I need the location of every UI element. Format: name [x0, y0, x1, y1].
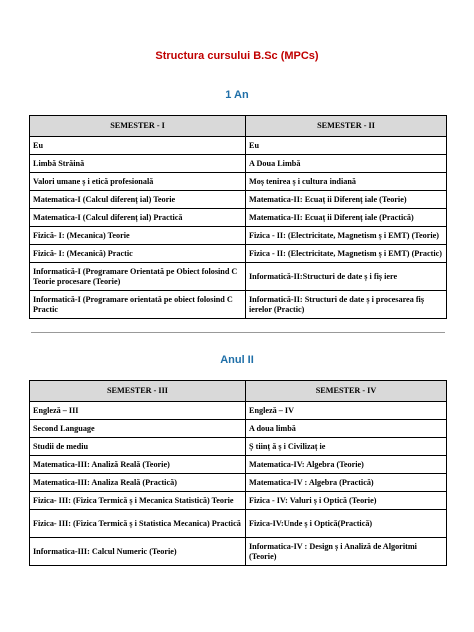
table-cell: Fizica- III: (Fizica Termică ș i Statistica Mecanica) Practică: [30, 510, 246, 538]
table-row: [30, 173, 447, 191]
table-header-row: [30, 116, 447, 137]
table-row: [30, 438, 447, 456]
table-row: [30, 191, 447, 209]
table-cell: Eu: [246, 137, 447, 155]
table-cell: Fizica - II: (Electricitate, Magnetism ș i EMT) (Teorie): [246, 227, 447, 245]
table-cell: Informatică-II: Structuri de date ș i procesarea fiș ierelor (Practic): [246, 291, 447, 319]
table-row: [30, 291, 447, 319]
table-row: [30, 456, 447, 474]
table-header-row: [30, 381, 447, 402]
table-cell: A Doua Limbă: [246, 155, 447, 173]
table-cell: Matematica-IV: Algebra (Teorie): [246, 456, 447, 474]
table-row: [30, 227, 447, 245]
table-cell: Matematica-II: Ecuaț ii Diferenț iale (Teorie): [246, 191, 447, 209]
year1-heading: 1 An: [225, 89, 249, 101]
table-cell: Fizica- III: (Fizica Termică ș i Mecanica Statistică) Teorie: [30, 492, 246, 510]
table-cell: Matematica-III: Analiza Reală (Practică): [30, 474, 246, 492]
year2-table: [29, 380, 447, 566]
table-row: [30, 402, 447, 420]
table-cell: Fizică- I: (Mecanica) Teorie: [30, 227, 246, 245]
table-cell: Ș tiinț ă ș i Civilizaț ie: [246, 438, 447, 456]
table-cell: Matematica-IV : Algebra (Practică): [246, 474, 447, 492]
table-cell: Informatică-I (Programare orientată pe obiect folosind C Practic: [30, 291, 246, 319]
table-cell: Engleză – III: [30, 402, 246, 420]
semester-4-header: SEMESTER - IV: [246, 381, 447, 402]
table-cell: Second Language: [30, 420, 246, 438]
table-cell: Moș tenirea ș i cultura indiană: [246, 173, 447, 191]
table-row: [30, 137, 447, 155]
semester-3-header: SEMESTER - III: [30, 381, 246, 402]
table-cell: Engleză – IV: [246, 402, 447, 420]
document-title: Structura cursului B.Sc (MPCs): [155, 50, 319, 62]
table-row: [30, 263, 447, 291]
table-cell: Matematica-I (Calcul diferenț ial) Practică: [30, 209, 246, 227]
table-cell: Matematica-I (Calcul diferenț ial) Teorie: [30, 191, 246, 209]
year1-table: [29, 115, 447, 319]
table-cell: Limbă Străină: [30, 155, 246, 173]
table-row: [30, 510, 447, 538]
table-cell: Fizică- I: (Mecanică) Practic: [30, 245, 246, 263]
table-row: [30, 209, 447, 227]
table-cell: Informatica-IV : Design ș i Analiză de Algoritmi (Teorie): [246, 538, 447, 566]
table-cell: Fizica - II: (Electricitate, Magnetism ș i EMT) (Practic): [246, 245, 447, 263]
table-cell: Fizica-IV:Unde ș i Optică(Practică): [246, 510, 447, 538]
section-divider: [31, 332, 445, 333]
table-cell: A doua limbă: [246, 420, 447, 438]
table-cell: Studii de mediu: [30, 438, 246, 456]
semester-2-header: SEMESTER - II: [246, 116, 447, 137]
table-cell: Informatică-I (Programare Orientată pe Obiect folosind C Teorie procesare (Teorie): [30, 263, 246, 291]
year2-heading: Anul II: [220, 354, 254, 366]
table-row: [30, 492, 447, 510]
table-row: [30, 474, 447, 492]
table-cell: Informatica-III: Calcul Numeric (Teorie): [30, 538, 246, 566]
table-cell: Informatică-II:Structuri de date ș i fiș iere: [246, 263, 447, 291]
table-cell: Fizica - IV: Valuri ș i Optică (Teorie): [246, 492, 447, 510]
table-cell: Matematica-III: Analiză Reală (Teorie): [30, 456, 246, 474]
semester-1-header: SEMESTER - I: [30, 116, 246, 137]
table-row: [30, 538, 447, 566]
table-row: [30, 155, 447, 173]
table-cell: Eu: [30, 137, 246, 155]
table-row: [30, 420, 447, 438]
table-cell: Matematica-II: Ecuaț ii Diferenț iale (Practică): [246, 209, 447, 227]
table-cell: Valori umane ș i etică profesională: [30, 173, 246, 191]
table-row: [30, 245, 447, 263]
